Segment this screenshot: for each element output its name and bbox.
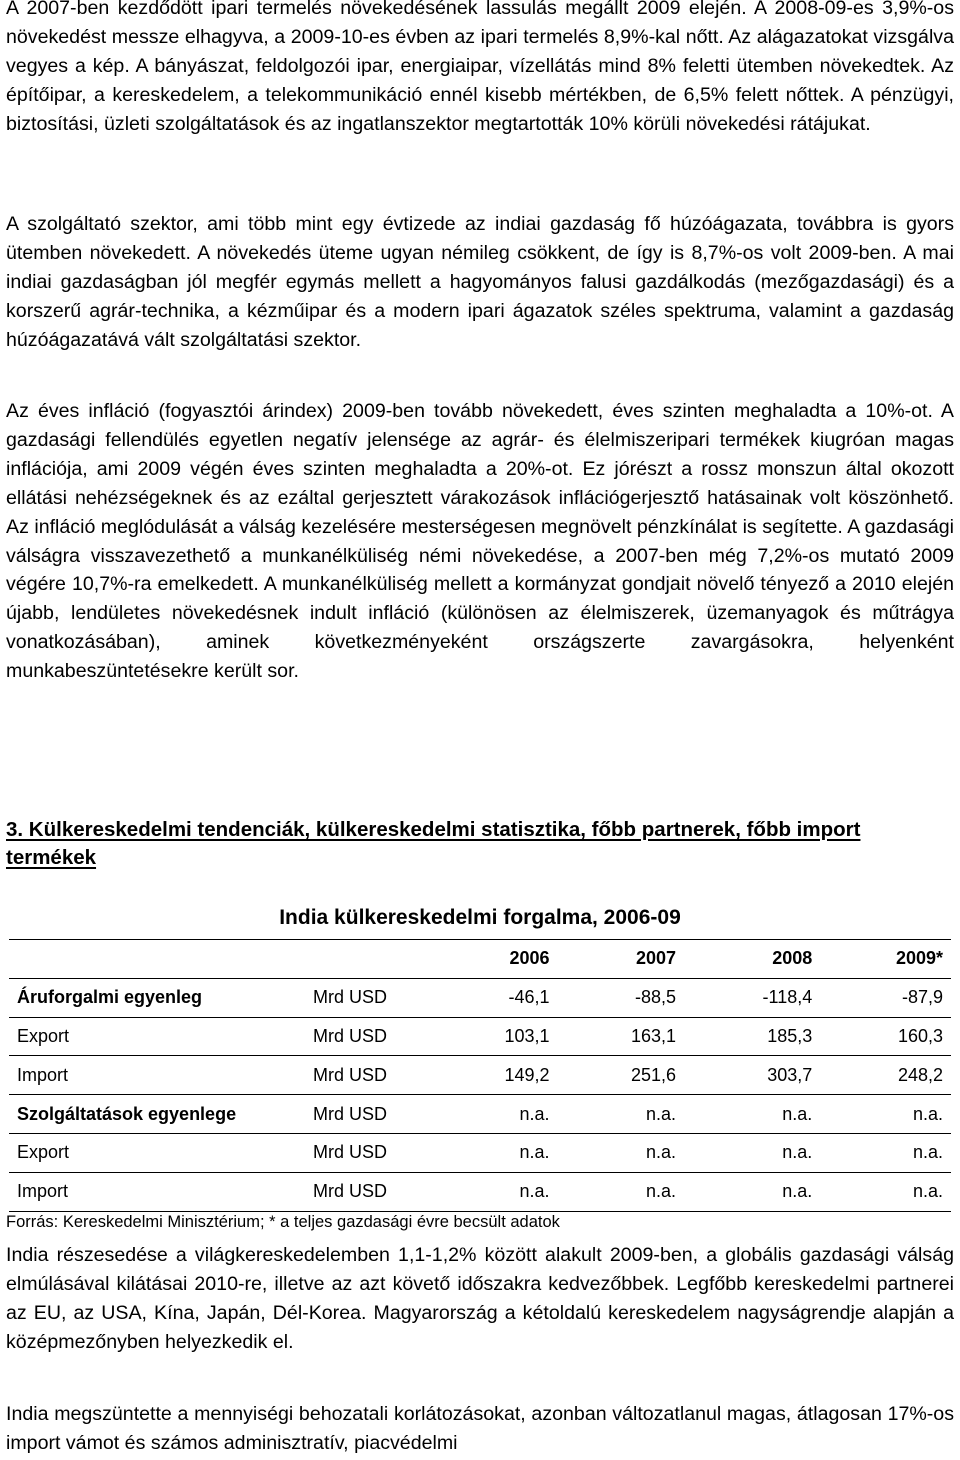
table-row (9, 1133, 951, 1172)
row-unit: Mrd USD (305, 1172, 431, 1211)
row-unit: Mrd USD (305, 1056, 431, 1095)
header-year-2006: 2006 (431, 940, 558, 979)
row-value: -46,1 (431, 978, 558, 1017)
row-unit: Mrd USD (305, 1017, 431, 1056)
row-value: 248,2 (820, 1056, 951, 1095)
row-value: 251,6 (558, 1056, 685, 1095)
paragraph-services: A szolgáltató szektor, ami több mint egy évtizede az indiai gazdaság fő húzóágazata, továbbra is gyors ütemben növekedett. A növekedés üteme ugyan némileg csökkent, de így is 8,7%-os volt 2009-ben. A mai indiai gazdaságban jól megfér egymás mellett a hagyományos falusi gazdálkodás (mezőgazdasági) és a korszerű agrár-technika, a kézműipar és a modern ipari ágazatok széles spektruma, valamint a gazdaság húzóágazatává vált szolgáltatási szektor. (6, 213, 954, 351)
row-value: 160,3 (820, 1017, 951, 1056)
row-value: 103,1 (431, 1017, 558, 1056)
paragraph-world-trade: India részesedése a világkereskedelemben 1,1-1,2% között alakult 2009-ben, a globális gazdasági válság elmúlásával kilátásai 2010-re, illetve az azt követő időszakra kedvezőbbek. Legfőbb kereskedelmi partnerei az EU, az USA, Kína, Japán, Dél-Korea. Magyarország a kétoldalú kereskedelem nagyságrendje alapján a középmezőnyben helyezkedik el. (6, 1244, 954, 1353)
row-label: Import (9, 1056, 305, 1095)
row-value: 185,3 (684, 1017, 820, 1056)
row-value: n.a. (820, 1133, 951, 1172)
row-value: n.a. (431, 1172, 558, 1211)
table-row (9, 1056, 951, 1095)
table-row (9, 1017, 951, 1056)
row-value: n.a. (431, 1095, 558, 1134)
paragraph-industry: A 2007-ben kezdődött ipari termelés növekedésének lassulás megállt 2009 elején. A 2008-09-es 3,9%-os növekedést messze elhagyva, a 2009-10-es évben az ipari termelés 8,9%-kal nőtt. Az alágazatokat vizsgálva vegyes a kép. A bányászat, feldolgozói ipar, energiaipar, vízellátás mind 8% feletti ütemben növekedtek. Az építőipar, a kereskedelem, a telekommunikáció ennél kisebb mértékben, de 6,5% felett nőttek. A pénzügyi, biztosítási, üzleti szolgáltatások és az ingatlanszektor megtartották 10% körüli növekedési rátájukat. (6, 0, 954, 135)
row-value: n.a. (820, 1095, 951, 1134)
paragraph-import-restrictions: India megszüntette a mennyiségi behozatali korlátozásokat, azonban változatlanul magas, átlagosan 17%-os import vámot és számos adminisztratív, piacvédelmi (6, 1403, 954, 1454)
row-value: n.a. (684, 1172, 820, 1211)
header-year-2009: 2009* (820, 940, 951, 979)
row-value: n.a. (431, 1133, 558, 1172)
row-value: n.a. (558, 1172, 685, 1211)
header-year-2007: 2007 (558, 940, 685, 979)
row-unit: Mrd USD (305, 1133, 431, 1172)
row-value: n.a. (558, 1133, 685, 1172)
row-label: Export (9, 1017, 305, 1056)
header-year-2008: 2008 (684, 940, 820, 979)
row-value: 149,2 (431, 1056, 558, 1095)
row-value: 163,1 (558, 1017, 685, 1056)
header-unit-cell (305, 940, 431, 979)
section-heading: 3. Külkereskedelmi tendenciák, külkereskedelmi statisztika, főbb partnerek, főbb import termékek (6, 818, 861, 869)
row-label: Import (9, 1172, 305, 1211)
table-row (9, 1172, 951, 1211)
header-label-cell (9, 940, 305, 979)
row-value: n.a. (820, 1172, 951, 1211)
row-value: 303,7 (684, 1056, 820, 1095)
row-value: n.a. (684, 1095, 820, 1134)
paragraph-inflation: Az éves infláció (fogyasztói árindex) 2009-ben tovább növekedett, éves szinten meghaladta a 10%-ot. A gazdasági fellendülés egyetlen negatív jelensége az agrár- és élelmiszeripari termékek kiugróan magas inflációja, ami 2009 végén éves szinten meghaladta a 20%-ot. Ez jórészt a rossz monszun által okozott ellátási nehézségeknek és az ezáltal gerjesztett várakozások inflációgerjesztő hatásainak volt köszönhető. Az infláció meglódulását a válság kezelésére mesterségesen megnövelt pénzkínálat is segítette. A gazdasági válságra visszavezethető a munkanélküliség némi növekedése, a 2007-ben még 7,2%-os mutató 2009 végére 10,7%-ra emelkedett. A munkanélküliség mellett a kormányzat gondjait növelő tényező a 2010 elején újabb, lendületes növekedésnek indult infláció (különösen az élelmiszerek, üzemanyagok és műtrágya vonatkozásában), aminek következményeként országszerte zavargásokra, helyenként munkabeszüntetésekre került sor. (6, 400, 954, 683)
row-unit: Mrd USD (305, 1095, 431, 1134)
table-source-note: Forrás: Kereskedelmi Minisztérium; * a teljes gazdasági évre becsült adatok (6, 1213, 560, 1231)
row-value: -87,9 (820, 978, 951, 1017)
row-label: Szolgáltatások egyenlege (9, 1095, 305, 1134)
row-label: Áruforgalmi egyenleg (9, 978, 305, 1017)
row-value: -88,5 (558, 978, 685, 1017)
table-title: India külkereskedelmi forgalma, 2006-09 (279, 906, 681, 929)
trade-table (9, 939, 951, 1212)
row-value: n.a. (558, 1095, 685, 1134)
row-value: n.a. (684, 1133, 820, 1172)
row-unit: Mrd USD (305, 978, 431, 1017)
row-value: -118,4 (684, 978, 820, 1017)
table-row (9, 1095, 951, 1134)
table-row (9, 978, 951, 1017)
row-label: Export (9, 1133, 305, 1172)
table-header-row (9, 940, 951, 979)
trade-table-wrapper (6, 939, 951, 1212)
